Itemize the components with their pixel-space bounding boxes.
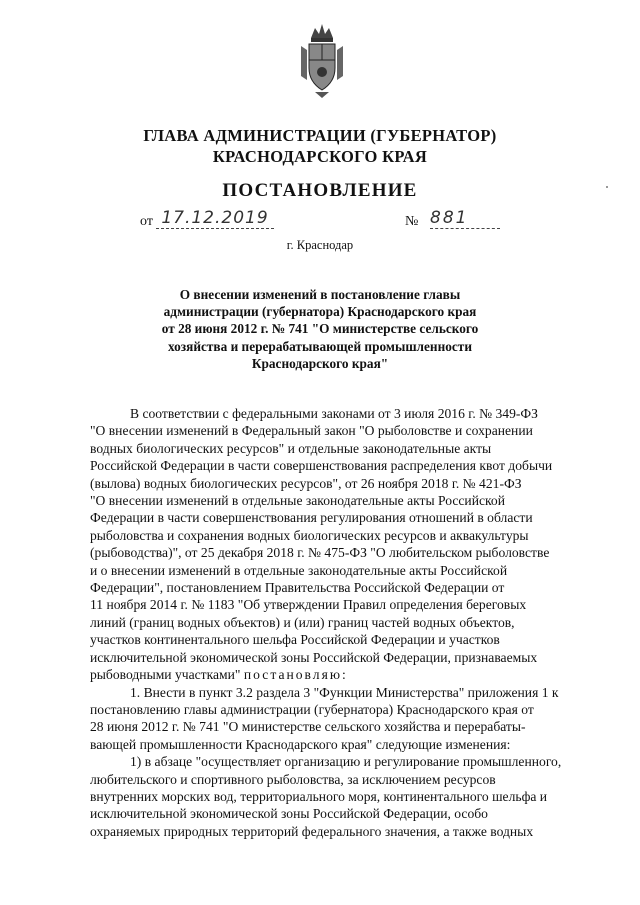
body-line: участков континентального шельфа Российской Федерации и участков [90,632,500,648]
body-line: 11 ноября 2014 г. № 1183 "Об утверждении Правил определения береговых [90,597,527,613]
body-line: вающей промышленности Краснодарского края" следующие изменения: [90,736,511,752]
body-line: любительского и спортивного рыболовства, за исключением ресурсов [90,771,496,787]
city: г. Краснодар [286,238,354,252]
coat-of-arms-icon [297,20,347,100]
body-line: исключительной экономической зоны Российской Федерации, признаваемых [90,649,538,665]
issuer-title-line1: ГЛАВА АДМИНИСТРАЦИИ (ГУБЕРНАТОР) [143,126,497,145]
number-prefix: № [405,214,419,229]
document-body [90,405,600,840]
body-line: внутренних морских вод, территориального моря, континентального шельфа и [90,788,548,804]
body-line: водных биологических ресурсов" и отдельные законодательные акты [90,440,492,456]
body-line: исключительной экономической зоны Российской Федерации, особо [90,806,488,822]
document-date: 17.12.2019 [156,208,274,229]
document-type-title: ПОСТАНОВЛЕНИЕ [222,180,418,201]
document-number: 881 [430,208,500,229]
body-line: Федерации", постановлением Правительства Российской Федерации от [90,580,505,596]
subject-line: О внесении изменений в постановление главы [179,287,461,302]
body-line: (рыбоводства)", от 25 декабря 2018 г. № 475-ФЗ "О любительском рыболовстве [90,545,550,561]
issuer-title-line2: КРАСНОДАРСКОГО КРАЯ [212,147,428,166]
subject-line: Краснодарского края" [251,355,389,371]
scan-speck [606,186,608,188]
body-text: рыбоводными участками" [90,667,241,683]
document-subject [150,286,490,372]
body-line: 28 июня 2012 г. № 741 "О министерстве сельского хозяйства и перерабаты- [90,719,526,735]
body-line: "О внесении изменений в отдельные законодательные акты Российской [90,493,505,509]
resolution-word: постановляю: [243,667,348,683]
body-line: постановлению главы администрации (губернатора) Краснодарского края от [90,701,534,717]
body-line: 1) в абзаце "осуществляет организацию и регулирование промышленного, [130,754,562,770]
body-line: "О внесении изменений в Федеральный закон "О рыболовстве и сохранении [90,423,533,439]
body-line: Федерации в части совершенствования регулирования отношений в области [90,510,533,526]
body-line: Российской Федерации в части совершенствования распределения квот добычи [90,458,553,474]
body-line: рыболовства и сохранения водных биологических ресурсов и аквакультуры [90,527,529,543]
subject-line: администрации (губернатора) Краснодарского края [163,304,477,320]
body-line: линий (границ водных объектов) и (или) границ частей водных объектов, [90,614,515,630]
body-line: (вылова) водных биологических ресурсов", от 26 ноября 2018 г. № 421-ФЗ [90,475,522,491]
body-line [90,666,600,683]
body-line: В соответствии с федеральными законами от 3 июля 2016 г. № 349-ФЗ [130,406,538,421]
body-line: и о внесении изменений в отдельные законодательные акты Российской [90,562,508,578]
date-prefix: от [140,214,153,229]
subject-line: хозяйства и перерабатывающей промышленности [168,338,472,354]
subject-line: от 28 июня 2012 г. № 741 "О министерстве сельского [161,321,479,337]
body-line: 1. Внести в пункт 3.2 раздела 3 "Функции Министерства" приложения 1 к [130,684,559,700]
body-line: охраняемых природных территорий федерального значения, а также водных [90,823,534,839]
